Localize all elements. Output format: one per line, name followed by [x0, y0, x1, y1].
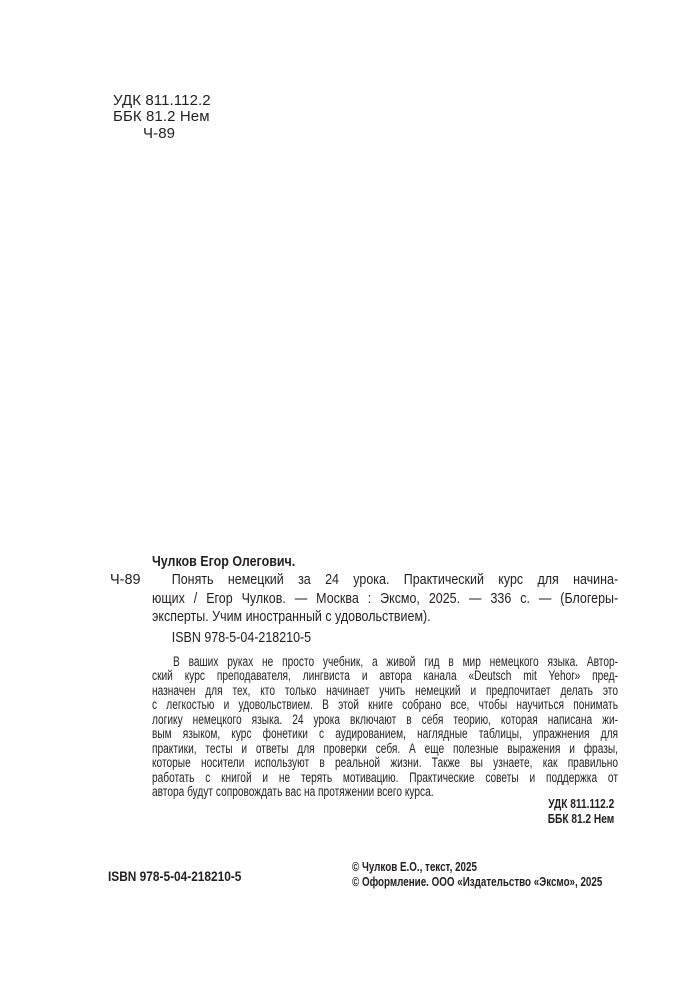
- catalog-card: [152, 553, 618, 647]
- annotation-paragraph: [152, 655, 618, 800]
- bibliographic-line: ющих / Егор Чулков. — Москва : Эксмо, 2025. — 336 с. — (Блогеры-: [152, 590, 619, 607]
- udk-code: УДК 811.112.2: [547, 796, 614, 811]
- copyright-line: © Оформление. ООО «Издательство «Эксмо», 2025: [352, 874, 603, 890]
- annotation-line: В ваших руках не просто учебник, а живой гид в мир немецкого языка. Автор-: [173, 654, 618, 669]
- bbk-code: ББК 81.2 Нем: [113, 108, 210, 126]
- annotation-line: работать с книгой и не терять мотивацию. Практические советы и поддержка от: [152, 769, 618, 785]
- top-classification-codes: [113, 93, 211, 142]
- annotation-line: назначен для тех, кто только начинает учить немецкий и предпочитает делать это: [152, 682, 618, 698]
- footer-isbn: [108, 869, 260, 884]
- copyright-line: © Чулков Е.О., текст, 2025: [352, 859, 477, 874]
- annotation-line: вым языком, курс фонетики с аудированием, наглядные таблицы, упражнения для: [152, 726, 618, 742]
- annotation-line: ский курс преподавателя, лингвиста и автора канала «Deutsch mit Yehor» пред-: [152, 668, 618, 684]
- bottom-classification-codes: [529, 796, 614, 827]
- author-heading: Чулков Егор Олегович.: [152, 554, 296, 570]
- isbn-number: ISBN 978-5-04-218210-5: [108, 869, 242, 884]
- bibliographic-line: эксперты. Учим иностранный с удовольствием).: [152, 608, 431, 625]
- isbn-number: ISBN 978-5-04-218210-5: [171, 630, 312, 647]
- annotation-line: автора будут сопровождать вас на протяжении всего курса.: [152, 784, 434, 800]
- annotation-line: которые носители используют в реальной жизни. Также вы узнаете, как правильно: [152, 755, 618, 771]
- copyright-block: [352, 859, 612, 890]
- annotation-line: с легкостью и удовольствием. В этой книге собрано все, чтобы научиться понимать: [152, 697, 618, 713]
- udk-code: УДК 811.112.2: [113, 92, 211, 109]
- bbk-code: ББК 81.2 Нем: [547, 811, 614, 827]
- annotation-line: практики, тесты и ответы для проверки себя. А еще полезные выражения и фразы,: [152, 740, 618, 756]
- annotation-line: логику немецкого языка. 24 урока включают в себя теорию, которая написана жи-: [152, 711, 618, 727]
- catalog-code-label: Ч-89: [110, 572, 141, 588]
- bibliographic-line: Понять немецкий за 24 урока. Практический курс для начина-: [171, 572, 619, 589]
- author-sign-code: Ч-89: [143, 124, 176, 142]
